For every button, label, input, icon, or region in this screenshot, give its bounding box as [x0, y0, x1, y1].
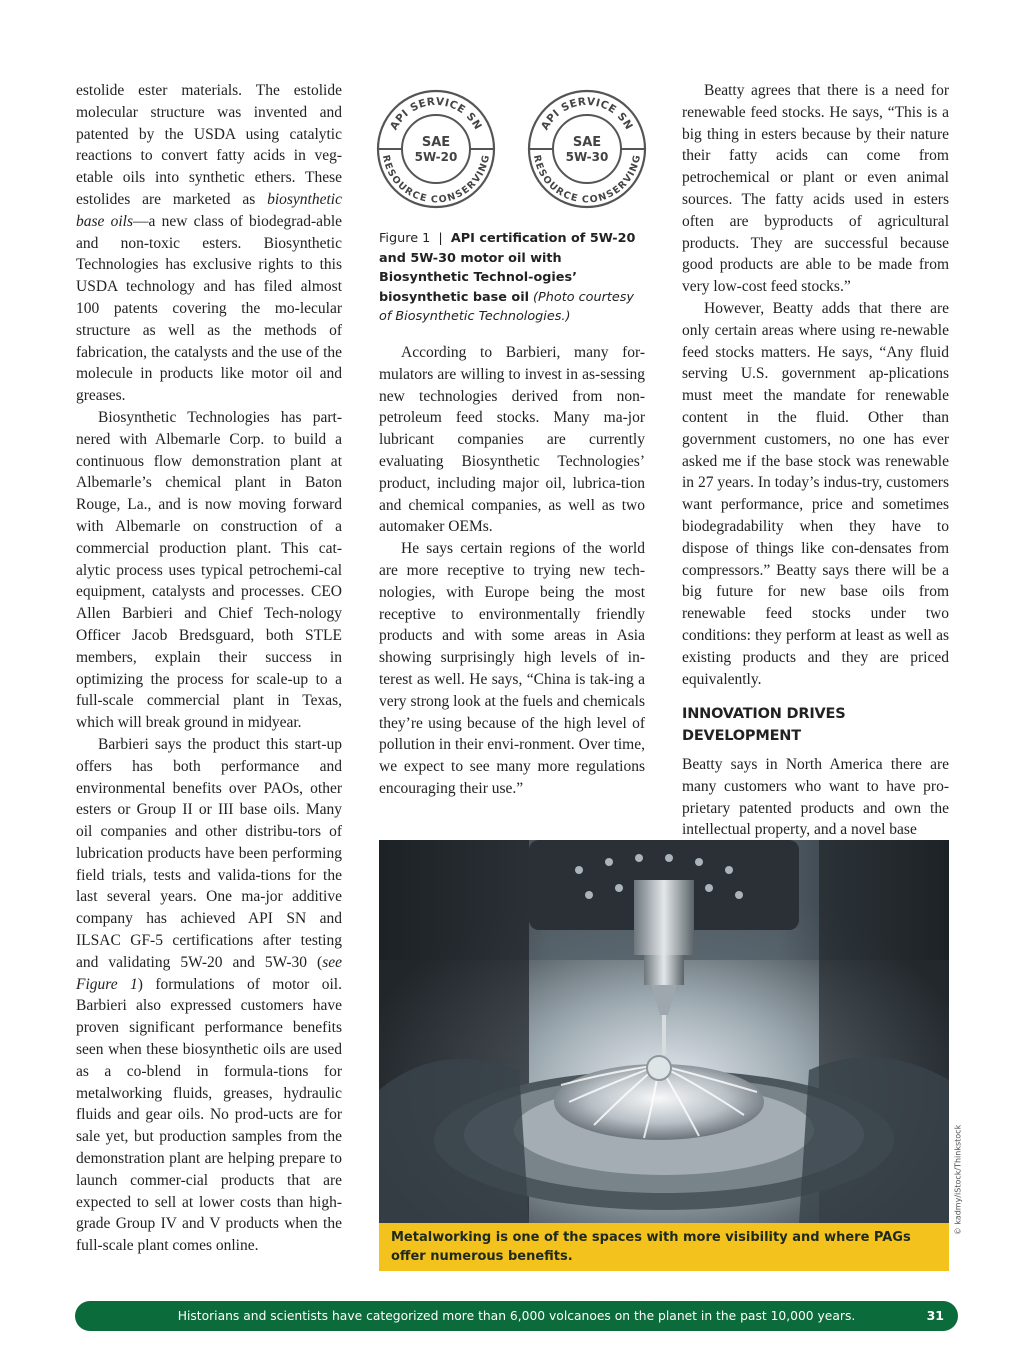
- photo-caption: Metalworking is one of the spaces with more visibility and where PAGs offer numerous benefits.: [379, 1223, 949, 1271]
- paragraph: According to Barbieri, many for-mulators are willing to invest in as-sessing new technologies derived from non-petroleum feed stocks. Many ma-jor lubricant companies are currently evaluating Biosynthetic Technologies’ product, including major oil, lubrica-tion and chemical companies, as well as two automaker OEMs.: [379, 344, 645, 536]
- figure-reference: see Figure 1: [76, 953, 342, 993]
- badge-bottom-text: RESOURCE CONSERVING: [379, 154, 493, 206]
- api-service-badge-5w30: [526, 88, 648, 210]
- article-column-3: [682, 80, 949, 841]
- paragraph: Beatty agrees that there is a need for renewable feed stocks. He says, “This is a big thing in esters because by their nature their fatty acids can come from petrochemical or plant or even animal sources. The fatty acids used in esters often are byproducts of agricultural products. They are successful because good products are able to be made from very low-cost feed stocks.”: [682, 82, 949, 296]
- section-heading: INNOVATION DRIVES DEVELOPMENT: [682, 706, 846, 745]
- article-column-1: [76, 80, 342, 1257]
- paragraph: He says certain regions of the world are more receptive to trying new tech-nologies, with Europe being the most receptive to environmentally friendly products and with some areas in Asia showing surprisingly high levels of in-terest as well. He says, “China is tak-ing a very strong look at the fuels and chemicals they’re using because of the high level of pollution in their envi-ronment. Over time, we expect to see many more regulations encouraging their use.”: [379, 540, 645, 797]
- figure-1-caption: [379, 229, 647, 327]
- caption-title: API certification of 5W-20 and 5W-30 motor oil with Biosynthetic Technol-ogies’ biosynthetic base oil: [379, 231, 636, 305]
- paragraph: However, Beatty adds that there are only certain areas where using re-newable feed stocks matters. He says, “Any fluid serving U.S. government ap-plications must meet the mandate for renewable content in the fluid. Other than government customers, no one has ever asked me if the base stock was renewable in 27 years. In today’s indus-try, customers want performance, price and sometimes biodegradability when they have to dispose of things like con-densates from compressors.” Beatty says there will be a big future for new base oils from renewable feed stocks under two conditions: they perform at least as well as existing products and they are priced equivalently.: [682, 299, 949, 688]
- page-number: 31: [926, 1308, 944, 1323]
- figure-label: Figure 1 |: [379, 231, 451, 246]
- metalworking-machine-photo: [379, 840, 949, 1223]
- article-column-2: [379, 342, 645, 800]
- emphasis: biosynthetic base oils: [76, 190, 342, 230]
- api-service-badge-5w20: [375, 88, 497, 210]
- badge-sae-label: SAE: [421, 135, 451, 150]
- badge-top-text: API SERVICE SN: [539, 95, 635, 133]
- footer-fact: Historians and scientists have categorized more than 6,000 volcanoes on the planet in the past 10,000 years.: [177, 1309, 856, 1323]
- badge-bottom-text: RESOURCE CONSERVING: [530, 154, 644, 206]
- badge-top-text: API SERVICE SN: [388, 95, 484, 133]
- paragraph: Beatty says in North America there are many customers who want to have pro-prietary patented products and own the intellectual property, and a novel base: [682, 755, 949, 839]
- photo-credit: © kadmy/iStock/Thinkstock: [953, 1124, 963, 1236]
- footer-bar: [75, 1301, 958, 1331]
- paragraph: estolide ester materials. The estolide molecular structure was invented and patented by the USDA using catalytic reactions to convert fatty acids in veg-etable oils into synthetic ethers. These estolides are marketed as biosynthetic base oils—a new class of biodegrad-able and non-toxic esters. Biosynthetic Technologies has exclusive rights to this USDA technology and has filed almost 100 patents covering the mo-lecular structure as well as the methods of fabrication, the catalysts and the use of the molecule in products like motor oil and greases.: [76, 82, 343, 405]
- paragraph: Barbieri says the product this start-up offers has both performance and environmental benefits over PAOs, other esters or Group II or III base oils. Many oil companies and other distribu-tors of lubrication products have been performing field trials, tests and valida-tions for the last several years. One ma-jor additive company has achieved API SN and ILSAC GF-5 certifications after testing and validating 5W-20 and 5W-30 (see Figure 1) formulations of motor oil. Barbieri also expressed customers have proven significant performance benefits seen when these biosynthetic oils are used as a co-blend in formula-tions for metalworking fluids, greases, hydraulic fluids and gear oils. No prod-ucts are for sale yet, but production samples from the demonstration plant are helping prepare to launch commer-cial products that are expected to sell at lower costs than high-grade Group IV and V products when the full-scale plant comes online.: [76, 735, 342, 1255]
- badge-sae-label: SAE: [572, 135, 602, 150]
- badge-grade: 5W-20: [414, 150, 458, 164]
- caption-credit: (Photo courtesy of Biosynthetic Technologies.): [379, 289, 634, 325]
- paragraph: Biosynthetic Technologies has part-nered with Albemarle Corp. to build a continuous flow demonstration plant at Albemarle’s chemical plant in Baton Rouge, La., and is now moving forward with Albemarle on construction of a commercial production plant. This cat-alytic process uses typical petrochemi-cal equipment, catalysts and processes. CEO Allen Barbieri and Chief Tech-nology Officer Jacob Bredsguard, both STLE members, explain their success in optimizing the process for scale-up to a full-scale commercial plant in Texas, which will break ground in midyear.: [76, 408, 342, 732]
- badge-grade: 5W-30: [565, 150, 609, 164]
